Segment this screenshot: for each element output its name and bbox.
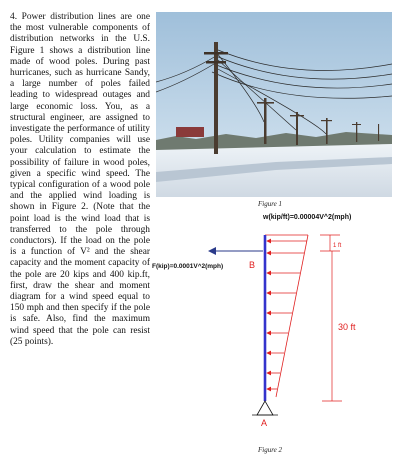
height-label: 30 ft bbox=[338, 322, 356, 332]
problem-statement bbox=[10, 12, 150, 348]
problem-number: 4. bbox=[10, 12, 18, 22]
figure1-caption: Figure 1 bbox=[258, 200, 283, 208]
figure1-photo bbox=[156, 12, 392, 197]
load-envelope-line bbox=[276, 235, 308, 397]
figure2-caption: Figure 2 bbox=[258, 446, 283, 454]
distributed-load-arrows bbox=[267, 241, 307, 389]
point-b-label: B bbox=[249, 260, 256, 270]
figure2-diagram bbox=[150, 205, 396, 445]
distributed-load-label: w(kip/ft)=0.00004V^2(mph) bbox=[263, 214, 352, 221]
point-a-label: A bbox=[261, 418, 268, 428]
point-load-label: F(kip)=0.0001V^2(mph) bbox=[152, 263, 224, 270]
support-a bbox=[257, 401, 273, 415]
top-offset-label: 1 ft bbox=[333, 243, 342, 249]
problem-text: Power distribution lines are one the most vulnerable components of distribution networks in the U.S. Figure 1 shows a distribution line made of wood poles. During past hurricanes, such as hurricane Sandy, a large number of poles failed leading to widespread outages and large economic loss. You, as a structural engineer, are assigned to investigate the performance of utility poles. Utility companies will use your calculation to estimate the possibility of failure in wood poles, given a specific wind speed. The typical configuration of a wood pole and the applied wind loading is shown in Figure 2. (Note that the point load is the wind load that is transferred to the pole through conductors). If the load on the pole is a function of V² and the shear capacity and the moment capacity of the pole are 20 kips and 400 kip.ft, first, draw the shear and moment diagram for a wind speed equal to 150 mph and then specify if the pole is safe. Also, find the maximum wind speed that the pole can resist (25 points). bbox=[10, 12, 151, 347]
